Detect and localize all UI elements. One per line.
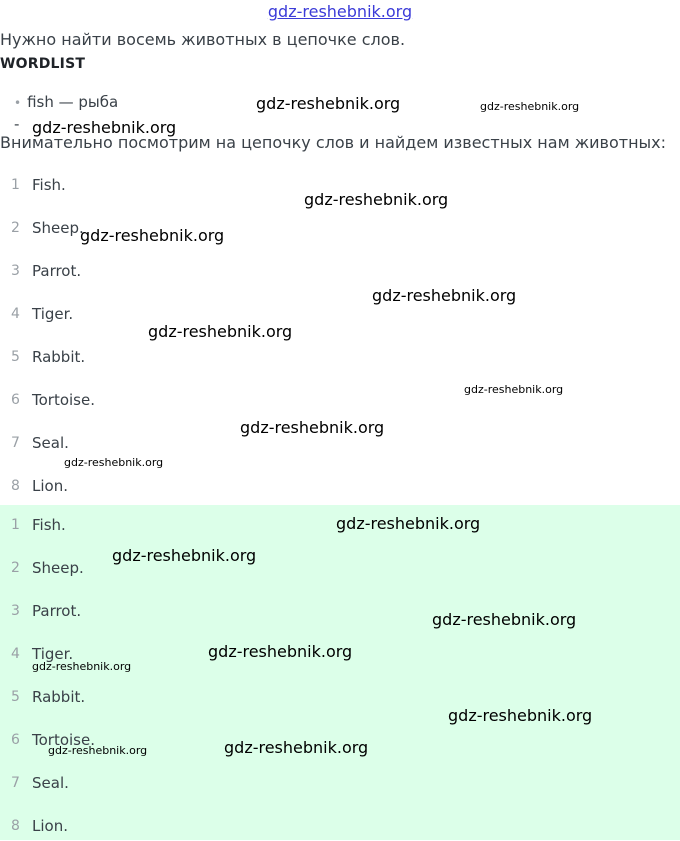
answer-number: 2 [11,560,20,576]
bullet-icon: • [14,96,22,110]
watermark: gdz-reshebnik.org [48,744,148,757]
wordlist-title: WORDLIST [0,56,86,72]
answer-number: 6 [11,732,20,748]
answer-list-plain [0,165,680,505]
watermark: gdz-reshebnik.org [256,94,401,113]
answer-text: Fish. [32,176,66,194]
answer-number: 7 [11,775,20,791]
answer-text: Tortoise. [32,391,95,409]
wordlist-item [14,93,118,111]
watermark: gdz-reshebnik.org [64,456,164,469]
site-link[interactable]: gdz-reshebnik.org [267,2,413,21]
answer-text: Seal. [32,774,69,792]
answer-number: 4 [11,646,20,662]
answer-text: Sheep. [32,559,84,577]
watermark: gdz-reshebnik.org [240,418,385,437]
answer-number: 3 [11,263,20,279]
answer-number: 7 [11,435,20,451]
answer-number: 8 [11,818,20,834]
answer-text: Lion. [32,817,68,835]
answer-text: Rabbit. [32,688,86,706]
watermark: gdz-reshebnik.org [112,546,257,565]
watermark: gdz-reshebnik.org [372,286,517,305]
watermark: gdz-reshebnik.org [432,610,577,629]
answer-number: 8 [11,478,20,494]
watermark: gdz-reshebnik.org [80,226,225,245]
answer-text: Tiger. [32,305,74,323]
watermark: gdz-reshebnik.org [32,660,132,673]
answer-text: Lion. [32,477,68,495]
watermark: gdz-reshebnik.org [336,514,481,533]
answer-number: 2 [11,220,20,236]
wordlist-item-text: - [14,115,20,133]
answer-text: Tortoise. [32,731,95,749]
answer-number: 1 [11,517,20,533]
answer-number: 1 [11,177,20,193]
answer-text: Parrot. [32,262,82,280]
watermark: gdz-reshebnik.org [304,190,449,209]
watermark: gdz-reshebnik.org [448,706,593,725]
watermark: gdz-reshebnik.org [464,383,564,396]
watermark: gdz-reshebnik.org [224,738,369,757]
task-intro: Нужно найти восемь животных в цепочке слов. [0,30,406,49]
answer-text: Tiger. [32,645,74,663]
answer-text: Seal. [32,434,69,452]
wordlist-item-text: fish — рыба [27,93,119,111]
watermark: gdz-reshebnik.org [208,642,353,661]
watermark: gdz-reshebnik.org [480,100,580,113]
answer-number: 4 [11,306,20,322]
answer-text: Fish. [32,516,66,534]
answer-number: 5 [11,689,20,705]
answer-text: Sheep. [32,219,84,237]
answer-text: Rabbit. [32,348,86,366]
watermark: gdz-reshebnik.org [148,322,293,341]
answer-text: Parrot. [32,602,82,620]
answer-number: 3 [11,603,20,619]
task-instruction: Внимательно посмотрим на цепочку слов и найдем известных нам животных: [0,133,667,152]
watermark: gdz-reshebnik.org [32,118,177,137]
answer-number: 5 [11,349,20,365]
wordlist-item [14,115,19,133]
answer-number: 6 [11,392,20,408]
